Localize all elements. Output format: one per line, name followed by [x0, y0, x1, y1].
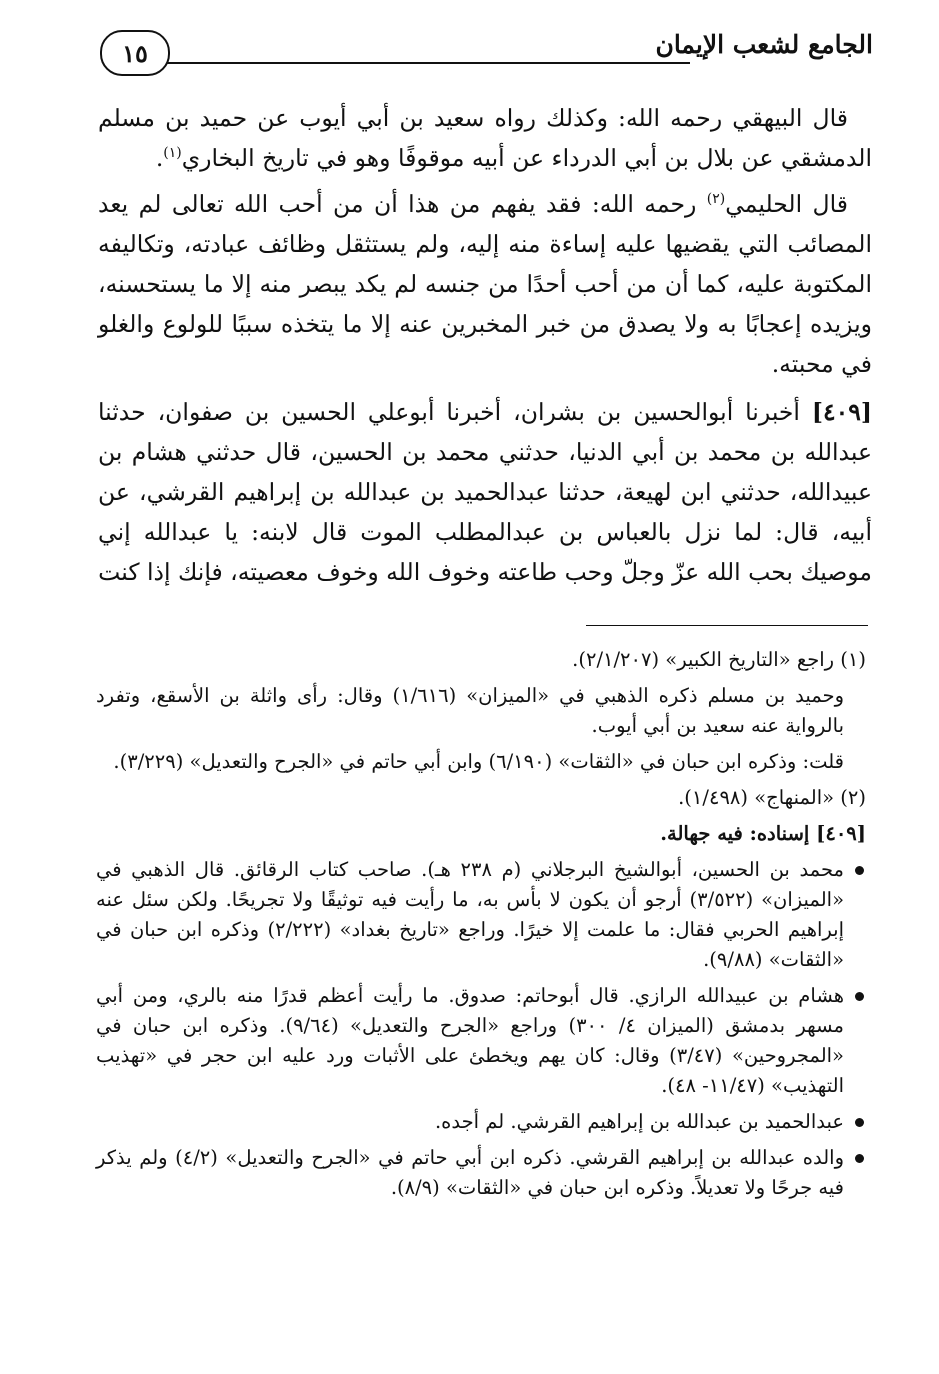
narrator-item	[96, 1143, 866, 1203]
narrator-text: عبدالحميد بن عبدالله بن إبراهيم القرشي. لم أجده.	[434, 1110, 844, 1133]
narrator-list	[96, 855, 866, 1203]
footnote-ref-2: (٢)	[706, 191, 726, 208]
hadith-number: [٤٠٩]	[811, 398, 872, 426]
hadith-409	[98, 392, 872, 592]
main-text	[98, 98, 872, 598]
isnad-heading: [٤٠٩] إسناده: فيه جهالة.	[660, 822, 866, 845]
narrator-text: محمد بن الحسين، أبوالشيخ البرجلاني (م ٢٣٨ هـ). صاحب كتاب الرقائق. قال الذهبي في «الميزان» (٣/٥٢٢) أرجو أن يكون لا بأس به، ما رأيت فيه توثيقًا ولا تجريحًا. ولكن سئل عنه إبراهيم الحربي فقال: ما علمت إلا خيرًا. وراجع «تاريخ بغداد» (٢/٢٢٢) وذكره ابن حبان في «الثقات» (٩/٨٨).	[96, 858, 844, 971]
header-rule	[160, 62, 690, 64]
narrator-item	[96, 1107, 866, 1137]
paragraph-halimi	[98, 184, 872, 384]
narrator-item	[96, 855, 866, 975]
footnote-separator	[586, 625, 868, 626]
paragraph-halimi-text: رحمه الله: فقد يفهم من هذا أن من أحب الله تعالى لم يعد المصائب التي يقضيها عليه إساءة منه إليه، ولم يستثقل وظائف عبادته، وتكاليفه المكتوبة عليه، كما أن من أحب أحدًا من جنسه لم يكد يبصر منه إلا ما يستحسنه، ويزيده إعجابًا به ولا يصدق من خبر المخبرين عنه إلا ما يتخذه سببًا للولوع والغلو في محبته.	[98, 190, 872, 378]
footnote-1-detail: وحميد بن مسلم ذكره الذهبي في «الميزان» (١/٦١٦) وقال: رأى واثلة بن الأسقع، وتفرد بالرواية عنه سعيد بن أبي أيوب.	[96, 684, 844, 737]
footnote-2: (٢) «المنهاج» (١/٤٩٨).	[678, 786, 866, 809]
paragraph-bayhaqi	[98, 98, 872, 178]
footnote-1-note: قلت: وذكره ابن حبان في «الثقات» (٦/١٩٠) وابن أبي حاتم في «الجرح والتعديل» (٣/٢٢٩).	[113, 750, 844, 773]
paragraph-bayhaqi-text: قال البيهقي رحمه الله: وكذلك رواه سعيد بن أبي أيوب عن حميد بن مسلم الدمشقي عن بلال بن أبي الدرداء عن أبيه موقوفًا وهو في تاريخ البخاري	[98, 104, 872, 172]
page-number-badge: ١٥	[100, 30, 170, 76]
narrator-text: هشام بن عبيدالله الرازي. قال أبوحاتم: صدوق. ما رأيت أعظم قدرًا منه بالري، ومن أبي مسهر بدمشق (الميزان ٤/ ٣٠٠) وراجع «الجرح والتعديل» (٩/٦٤). وذكره ابن حبان في «المجروحين» (٣/٤٧) وقال: كان يهم ويخطئ على الأثبات ورد عليه ابن حجر في «تهذيب التهذيب» (١١/٤٧- ٤٨).	[96, 984, 844, 1097]
bullet-icon	[855, 992, 864, 1001]
paragraph-bayhaqi-end: .	[155, 144, 164, 172]
bullet-icon	[855, 1154, 864, 1163]
footnotes	[96, 645, 866, 1209]
bullet-icon	[855, 866, 864, 875]
narrator-text: والده عبدالله بن إبراهيم القرشي. ذكره ابن أبي حاتم في «الجرح والتعديل» (٤/٢) ولم يذكر فيه جرحًا ولا تعديلاً. وذكره ابن حبان في «الثقات» (٨/٩).	[96, 1146, 845, 1199]
paragraph-halimi-start: قال الحليمي	[725, 190, 849, 218]
bullet-icon	[855, 1118, 864, 1127]
running-title: الجامع لشعب الإيمان	[655, 30, 873, 59]
footnote-ref-1: (١)	[163, 145, 182, 162]
narrator-item	[96, 981, 866, 1101]
footnote-1: (١) راجع «التاريخ الكبير» (٢/١/٢٠٧).	[572, 648, 866, 671]
hadith-text: أخبرنا أبوالحسين بن بشران، أخبرنا أبوعلي الحسين بن صفوان، حدثنا عبدالله بن محمد بن أبي الدنيا، حدثني محمد بن الحسين، قال حدثني هشام بن عبيدالله، حدثني ابن لهيعة، حدثنا عبدالحميد بن عبدالله بن إبراهيم القرشي، عن أبيه، قال: لما نزل بالعباس بن عبدالمطلب الموت قال لابنه: يا عبدالله إني موصيك بحب الله عزّ وجلّ وحب طاعته وخوف الله وخوف معصيته، فإنك إذا كنت	[98, 398, 872, 586]
